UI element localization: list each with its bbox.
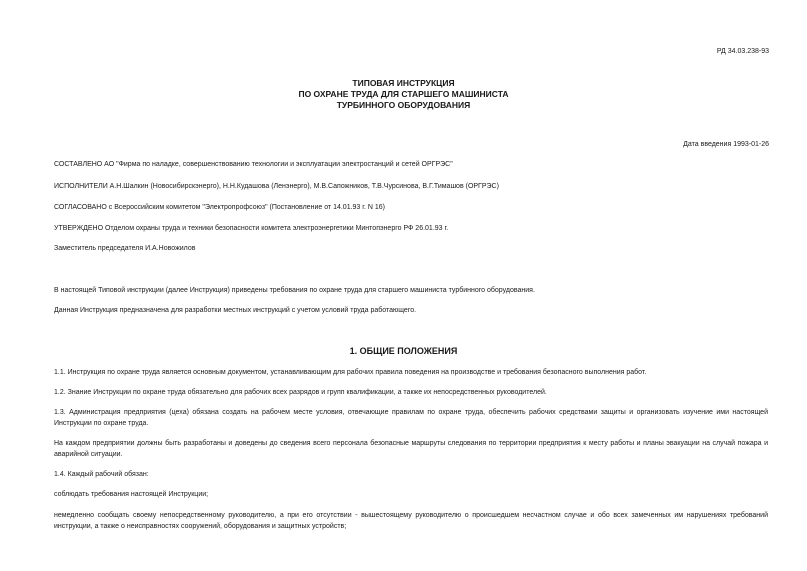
executors: ИСПОЛНИТЕЛИ А.Н.Шалкин (Новосибирскэнерго), Н.Н.Кудашова (Ленэнерго), М.В.Сапожников, Т.В.Чурсинова, В.Г.Тимашов (ОРГРЭС)	[54, 183, 499, 190]
deputy-chairman: Заместитель председателя И.А.Новожилов	[54, 245, 196, 252]
intro-paragraph-1: В настоящей Типовой инструкции (далее Инструкция) приведены требования по охране труда для старшего машиниста турбинного оборудования.	[54, 287, 535, 294]
section-1-title: 1. ОБЩИЕ ПОЛОЖЕНИЯ	[349, 346, 458, 356]
composed-by: СОСТАВЛЕНО АО "Фирма по наладке, совершенствованию технологии и эксплуатации электростанций и сетей ОРГРЭС"	[54, 161, 453, 168]
document-title-line-1: ТИПОВАЯ ИНСТРУКЦИЯ	[352, 78, 455, 88]
approved-by: УТВЕРЖДЕНО Отделом охраны труда и техники безопасности комитета электроэнергетики Минтопэнерго РФ 26.01.93 г.	[54, 225, 449, 232]
clause-1-2: 1.2. Знание Инструкции по охране труда обязательно для рабочих всех разрядов и групп квалификации, а также их непосредственных руководителей.	[54, 389, 547, 396]
clause-1-3-evacuation: На каждом предприятии должны быть разработаны и доведены до сведения всего персонала безопасные маршруты следования по территории предприятия к месту работы и планы эвакуации на случай пожара и аварийной ситуации.	[54, 440, 768, 458]
document-title-line-2: ПО ОХРАНЕ ТРУДА ДЛЯ СТАРШЕГО МАШИНИСТА	[298, 89, 509, 99]
clause-1-4-item-a: соблюдать требования настоящей Инструкции;	[54, 491, 209, 498]
document-title-line-3: ТУРБИННОГО ОБОРУДОВАНИЯ	[336, 100, 471, 110]
clause-1-3: 1.3. Администрация предприятия (цеха) обязана создать на рабочем месте условия, отвечающие правилам по охране труда, обеспечить рабочих средствами защиты и организовать изучение ими настоящей Инструкции по охране труда.	[54, 409, 768, 427]
clause-1-4-item-b: немедленно сообщать своему непосредственному руководителю, а при его отсутствии - вышестоящему руководителю о происшедшем несчастном случае и обо всех замеченных им нарушениях требований инструкции, а также о неисправностях сооружений, оборудования и защитных устройств;	[54, 512, 768, 530]
date-of-introduction: Дата введения 1993-01-26	[683, 141, 769, 148]
agreed-with: СОГЛАСОВАНО с Всероссийским комитетом "Электропрофсоюз" (Постановление от 14.01.93 г. N 16)	[54, 204, 385, 211]
clause-1-4: 1.4. Каждый рабочий обязан:	[54, 471, 149, 478]
clause-1-1: 1.1. Инструкция по охране труда является основным документом, устанавливающим для рабочих правила поведения на производстве и требования безопасного выполнения работ.	[54, 369, 647, 376]
intro-paragraph-2: Данная Инструкция предназначена для разработки местных инструкций с учетом условий труда работающего.	[54, 307, 417, 314]
document-code: РД 34.03.238-93	[716, 48, 769, 55]
